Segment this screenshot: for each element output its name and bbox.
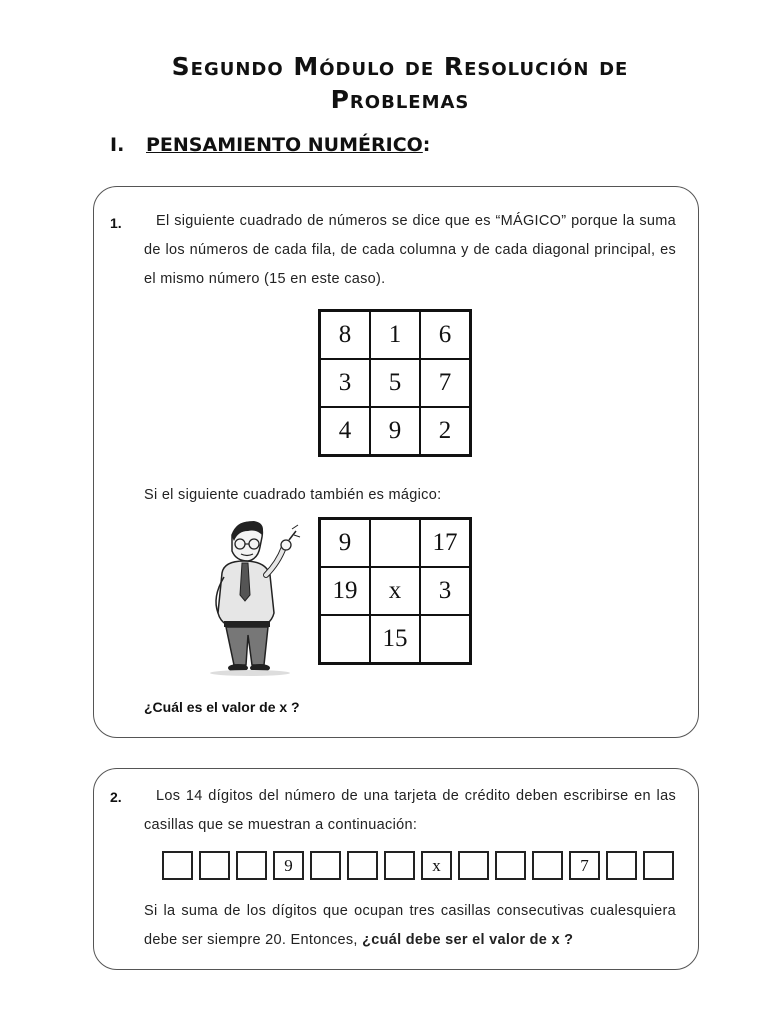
puzzle-cell: 3 — [420, 567, 471, 615]
cartoon-man-icon — [204, 517, 304, 677]
section-number: I. — [110, 134, 125, 156]
magic-cell: 7 — [420, 359, 471, 407]
puzzle-cell — [420, 615, 471, 664]
digit-box — [347, 851, 378, 880]
magic-cell: 2 — [420, 407, 471, 456]
digit-box — [606, 851, 637, 880]
problem-2-intro: Los 14 dígitos del número de una tarjeta de crédito deben escribirse en las casillas que se muestran a continuación: — [144, 788, 676, 833]
digit-box — [643, 851, 674, 880]
puzzle-cell — [320, 615, 371, 664]
digit-box: 9 — [273, 851, 304, 880]
problem-2-number: 2. — [110, 789, 122, 805]
digit-box — [162, 851, 193, 880]
section-heading — [110, 134, 430, 156]
puzzle-cell: 15 — [370, 615, 420, 664]
digit-box — [199, 851, 230, 880]
magic-cell: 6 — [420, 311, 471, 360]
puzzle-cell — [370, 519, 420, 568]
digit-box — [532, 851, 563, 880]
puzzle-cell: x — [370, 567, 420, 615]
section-colon: : — [422, 134, 431, 156]
puzzle-square — [318, 517, 472, 665]
problem-2-condition-text: Si la suma de los dígitos que ocupan tres casillas consecutivas cualesquiera debe ser siempre 20. Entonces, — [144, 903, 676, 948]
digit-box: x — [421, 851, 452, 880]
magic-cell: 8 — [320, 311, 371, 360]
digit-box — [310, 851, 341, 880]
page-title — [80, 50, 720, 116]
problem-1-number: 1. — [110, 215, 122, 231]
problem-2-condition — [144, 897, 676, 955]
digit-box — [458, 851, 489, 880]
digit-box — [384, 851, 415, 880]
title-line-1: Segundo Módulo de Resolución de — [171, 52, 629, 81]
problem-2-question: ¿cuál debe ser el valor de x ? — [362, 932, 574, 948]
magic-cell: 1 — [370, 311, 420, 360]
digit-box: 7 — [569, 851, 600, 880]
title-line-2: Problemas — [330, 85, 470, 114]
puzzle-cell: 9 — [320, 519, 371, 568]
digit-box — [236, 851, 267, 880]
problem-1-card — [93, 186, 699, 738]
section-title: PENSAMIENTO NUMÉRICO — [146, 134, 423, 156]
digit-box — [495, 851, 526, 880]
magic-square — [318, 309, 472, 457]
problem-1-second-intro: Si el siguiente cuadrado también es mágico: — [144, 487, 442, 503]
problem-1-question: ¿Cuál es el valor de x ? — [144, 699, 300, 715]
problem-2-card — [93, 768, 699, 970]
puzzle-cell: 19 — [320, 567, 371, 615]
magic-cell: 3 — [320, 359, 371, 407]
magic-cell: 9 — [370, 407, 420, 456]
puzzle-cell: 17 — [420, 519, 471, 568]
problem-1-intro: El siguiente cuadrado de números se dice que es “MÁGICO” porque la suma de los números de cada fila, de cada columna y de cada diagonal principal, es el mismo número (15 en este caso). — [144, 213, 676, 287]
digit-boxes — [162, 851, 680, 880]
magic-cell: 4 — [320, 407, 371, 456]
magic-cell: 5 — [370, 359, 420, 407]
